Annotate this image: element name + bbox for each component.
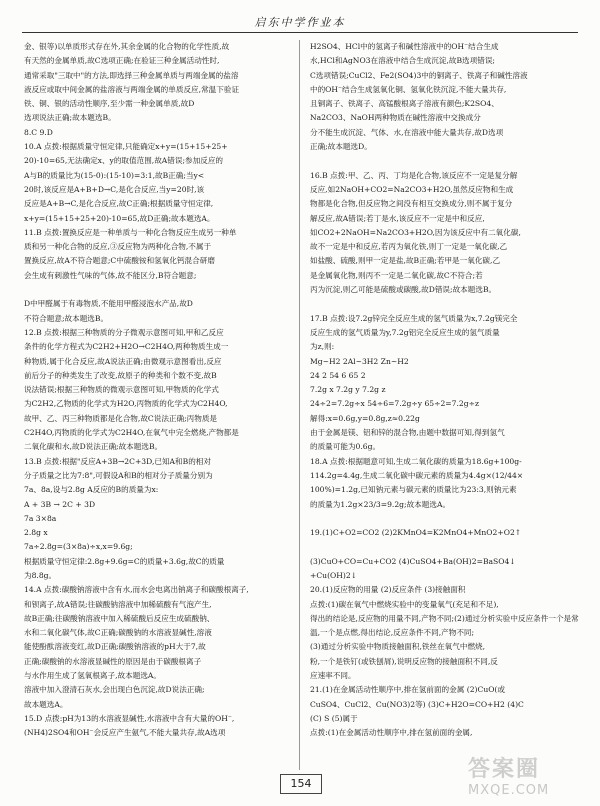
text-line: 能使酚酞溶液变红,故D正确;碳酸钠溶液的pH大于7,故 bbox=[24, 642, 206, 652]
text-line: 20)-10=65,无法确定x、y的取值范围,故A错误;参加反应的 bbox=[24, 156, 224, 166]
text-line: 说法错误;根据三种物质的微观示意图可知,甲物质的化学式 bbox=[24, 385, 219, 395]
text-line: C2H4O,丙物质的化学式为C2H4O,在氧气中完全燃烧,产物都是 bbox=[24, 428, 239, 438]
text-line: (C) S (5)属于 bbox=[310, 713, 358, 723]
text-line bbox=[24, 283, 298, 297]
watermark-logo bbox=[468, 752, 588, 802]
text-line: 温,一个是点燃,得出结论,反应条件不同,产物不同; bbox=[310, 628, 475, 638]
text-line: 7.2g x 7.2g y 7.2g z bbox=[310, 385, 386, 395]
text-line: 金、银等)以单质形式存在外,其余金属的化合物的化学性质,故 bbox=[24, 42, 230, 51]
text-line: 前后分子的种类发生了改变,故原子的种类和个数不变,故B bbox=[24, 370, 217, 380]
text-line: 有天然的金属单质,故C选项正确;在验证三种金属活动性时, bbox=[24, 56, 220, 66]
text-line: 通常采取"三取中"的方法,即选择三种金属单质与两端金属的盐溶 bbox=[24, 70, 239, 80]
text-line: 10.A 点拨:根据质量守恒定律,只能确定x+y=(15+15+25+ bbox=[24, 142, 228, 152]
text-line: 与水作用生成了氢氧根离子,故本题选A。 bbox=[24, 671, 161, 681]
text-line: 根据质量守恒定律:2.8g+9.6g=C的质量+3.6g,故C的质量 bbox=[24, 556, 225, 566]
text-line: 种物质,属于化合反应,故A说法正确;由微观示意图看出,反应 bbox=[24, 356, 222, 366]
text-line bbox=[310, 512, 584, 526]
text-line: 且铜离子、铁离子、高锰酸根离子溶液有颜色;K2SO4、 bbox=[310, 99, 499, 109]
text-line bbox=[310, 154, 584, 168]
text-line: 100%)=1.2g,已知钠元素与碳元素的质量比为23:3,则钠元素 bbox=[310, 485, 517, 495]
text-line: 和钡离子,故A错误;往碳酸钠溶液中加稀硫酸有气泡产生, bbox=[24, 599, 212, 609]
text-line: 正确;故本题选D。 bbox=[310, 142, 372, 152]
text-line: 反应生成的氢气质量为y,7.2g铝完全反应生成的氢气质量 bbox=[310, 327, 500, 337]
text-line: 分不能生成沉淀、气体、水,在溶液中能大量共存,故D选项 bbox=[310, 127, 504, 137]
text-line: 16.B 点拨:甲、乙、丙、丁均是化合物,该反应不一定是复分解 bbox=[310, 170, 518, 180]
watermark-bottom-text: MXQE.COM bbox=[468, 783, 550, 798]
text-line: 的质量可能为0.6g。 bbox=[310, 442, 381, 452]
text-line: 点拨:(1)在金属活动性顺序中,排在氢前面的金属, bbox=[310, 728, 473, 738]
text-line: 20.(1)反应物的用量 (2)反应条件 (3)接触面积 bbox=[310, 585, 466, 595]
text-line: 二氧化碳和水,故D说法正确;故本题选B。 bbox=[24, 442, 163, 452]
text-line: (3)通过分析实验中物质接触面积,铁丝在氧气中燃烧, bbox=[310, 642, 486, 652]
text-line: 24÷2=7.2g÷x 54÷6=7.2g÷y 65÷2=7.2g÷z bbox=[310, 399, 479, 409]
text-line: 为8.8g。 bbox=[24, 570, 57, 580]
text-line: 粉,一个是铁钉(或铁刨屑),说明反应物的接触面积不同,反 bbox=[310, 656, 498, 666]
text-line: 为C2H2,乙物质的化学式为H2O,丙物质的化学式为C2H4O, bbox=[24, 399, 228, 409]
text-line: C选项错误;CuCl2、Fe2(SO4)3中的铜离子、铁离子和碱性溶液 bbox=[310, 70, 528, 80]
right-column bbox=[310, 40, 584, 741]
text-line: CuSO4、CuCl2、Cu(NO3)2等) (3)C+H2O=CO+H2 (4)C bbox=[310, 699, 524, 709]
text-line: 12.B 点拨:根据三种物质的分子微观示意图可知,甲和乙反应 bbox=[24, 327, 224, 337]
text-line: 不符合题意;故本题选B。 bbox=[24, 313, 109, 323]
text-line: 由于金属是镁、铝和锌的混合物,由题中数据可知,得到氢气 bbox=[310, 428, 505, 438]
text-line: 的质量为1.2g×23/3=9.2g;故本题选A。 bbox=[310, 499, 451, 509]
text-line: 7a、8a,设与2.8g A反应的B的质量为x: bbox=[24, 485, 159, 495]
text-line: 7a÷2.8g=(3×8a)÷x,x=9.6g; bbox=[24, 542, 133, 552]
text-line: 液反应或取中间金属的盐溶液与两端金属的单质反应,常温下验证 bbox=[24, 84, 240, 94]
text-line: 14.A 点拨:碳酸钠溶液中含有水,而水会电离出钠离子和碳酸根离子, bbox=[24, 585, 249, 595]
text-line: Na2CO3、NaOH两种物质在碱性溶液中交换成分 bbox=[310, 113, 481, 123]
text-line: A + 3B → 2C + 3D bbox=[24, 499, 96, 509]
text-line: 得出的结论是,反应物的用量不同,产物不同;(2)通过分析实验中反应条件一个是常 bbox=[310, 613, 579, 623]
text-line: 故甲、乙、丙三种物质都是化合物,故C说法正确;丙物质是 bbox=[24, 413, 218, 423]
text-line: 会生成有刺激性气味的气体,故不能区分,B符合题意; bbox=[24, 270, 197, 280]
text-line: 7a 3×8a bbox=[24, 513, 57, 523]
page-number: 154 bbox=[280, 774, 322, 794]
text-line: 2.8g x bbox=[24, 528, 48, 538]
text-line: 分子质量之比为7:8",可假设A和B的相对分子质量分别为 bbox=[24, 470, 213, 480]
text-line: 水和二氧化碳气体,故C正确;碳酸钠的水溶液显碱性,溶液 bbox=[24, 628, 212, 638]
text-line: 选项说法正确;故本题选B。 bbox=[24, 113, 116, 123]
text-line: x+y=(15+15+25+20)-10=65,故D正确;故本题选A。 bbox=[24, 213, 215, 223]
column-divider bbox=[299, 40, 300, 770]
text-line: 反应,如2NaOH+CO2=Na2CO3+H2O,虽然反应物和生成 bbox=[310, 184, 514, 194]
text-line: 水,HCl和AgNO3在溶液中结合生成沉淀,故B选项错误; bbox=[310, 56, 495, 66]
header-rule bbox=[22, 32, 578, 33]
text-line: 解反应,故A错误;若丁是水,该反应不一定是中和反应, bbox=[310, 213, 485, 223]
text-line: Mg~H2 2Al~3H2 Zn~H2 bbox=[310, 356, 409, 366]
text-line: 质和另一种化合物的反应,③反应物为两种化合物,不属于 bbox=[24, 242, 212, 252]
text-line: 故不一定是中和反应,若丙为氧化铁,则丁一定是一氧化碳,乙 bbox=[310, 242, 508, 252]
text-line: 如盐酸、硫酸,则甲一定是盐,故B正确;若甲是一氧化碳,乙 bbox=[310, 256, 501, 266]
text-line: (NH4)2SO4和OH⁻会反应产生氨气,不能大量共存,故A选项 bbox=[24, 728, 226, 738]
text-line: 物都是化合物,但反应物之间没有相互交换成分,则不属于复分 bbox=[310, 199, 513, 209]
text-line: 置换反应,故A不符合题意;C中硫酸铵和氢氧化钙混合研磨 bbox=[24, 256, 215, 266]
watermark-top-text: 答案圈 bbox=[468, 757, 541, 782]
text-line: A与B的质量比为(15-0):(15-10)=3:1,故B正确;当y< bbox=[24, 170, 205, 180]
text-line: 11.B 点拨:置换反应是一种单质与一种化合物反应生成另一种单 bbox=[24, 227, 237, 237]
text-line: 21.(1)在金属活动性顺序中,排在氢前面的金属 (2)CuO(或 bbox=[310, 685, 505, 695]
text-line: 114.2g=4.4g,生成二氧化碳中碳元素的质量为4.4g×(12/44× bbox=[310, 470, 524, 480]
text-line: 8.C 9.D bbox=[24, 127, 53, 137]
text-line: 铁、铜、银的活动性顺序,至少需一种金属单质,故D bbox=[24, 99, 195, 109]
text-line: 正确;碳酸钠的水溶液显碱性的原因是由于碳酸根离子 bbox=[24, 656, 202, 666]
text-line: 13.B 点拨:根据"反应A+3B→2C+3D,已知A和B的相对 bbox=[24, 456, 211, 466]
text-line: 故B正确;往碳酸钠溶液中加入稀硫酸后反应生成硫酸钠、 bbox=[24, 613, 215, 623]
text-line: H2SO4、HCl中的氢离子和碱性溶液中的OH⁻结合生成 bbox=[310, 42, 499, 51]
text-line: 18.A 点拨:根据题意可知,生成二氧化碳的质量为18.6g+100g- bbox=[310, 456, 522, 466]
text-line: 点拨:(1)碳在氧气中燃烧实验中的变量氧气(充足和不足), bbox=[310, 599, 499, 609]
text-line bbox=[310, 297, 584, 311]
text-line: 中的OH⁻结合生成氢氧化铜、氢氧化铁沉淀,不能大量共存, bbox=[310, 84, 507, 94]
text-line: (3)CuO+CO=Cu+CO2 (4)CuSO4+Ba(OH)2=BaSO4↓ bbox=[310, 556, 516, 566]
left-column bbox=[24, 40, 298, 741]
text-line: +Cu(OH)2↓ bbox=[310, 570, 358, 580]
text-line: 15.D 点拨:pH为13的水溶液显碱性,水溶液中含有大量的OH⁻, bbox=[24, 713, 235, 723]
text-line: 条件的化学方程式为C2H2+H2O→C2H4O,两种物质生成一 bbox=[24, 342, 229, 352]
text-line: 丙为沉淀,则乙可能是硫酸或碳酸,故D错误;故本题选B。 bbox=[310, 285, 497, 295]
text-line: D中甲醛属于有毒物质,不能用甲醛浸泡水产品,故D bbox=[24, 299, 193, 309]
text-line: 20时,该反应是A+B+D→C,是化合反应,当y=20时,该 bbox=[24, 184, 205, 194]
text-line: 如CO2+2NaOH=Na2CO3+H2O,因为该反应中有二氧化碳, bbox=[310, 227, 521, 237]
text-line: 应速率不同。 bbox=[310, 671, 356, 681]
text-line bbox=[310, 540, 584, 554]
page-header-title: 启东中学作业本 bbox=[254, 16, 346, 29]
text-line: 故本题选A。 bbox=[24, 699, 68, 709]
text-line: 19.(1)C+O2=CO2 (2)2KMnO4=K2MnO4+MnO2+O2↑ bbox=[310, 528, 522, 538]
text-line: 反应是A+B→C,是化合反应,故C正确;根据质量守恒定律, bbox=[24, 199, 214, 209]
text-line: 溶液中加入澄清石灰水,会出现白色沉淀,故D说法正确; bbox=[24, 685, 205, 695]
text-line: 17.B 点拨:设7.2g锌完全反应生成的氢气质量为x,7.2g镁完全 bbox=[310, 313, 518, 323]
text-line: 24 2 54 6 65 2 bbox=[310, 370, 366, 380]
text-line: 解得:x=0.6g,y=0.8g,z≈0.22g bbox=[310, 413, 420, 423]
text-line: 为z,则: bbox=[310, 342, 335, 352]
text-line: 是金属氧化物,则丙不一定是二氧化碳,故C不符合;若 bbox=[310, 270, 483, 280]
